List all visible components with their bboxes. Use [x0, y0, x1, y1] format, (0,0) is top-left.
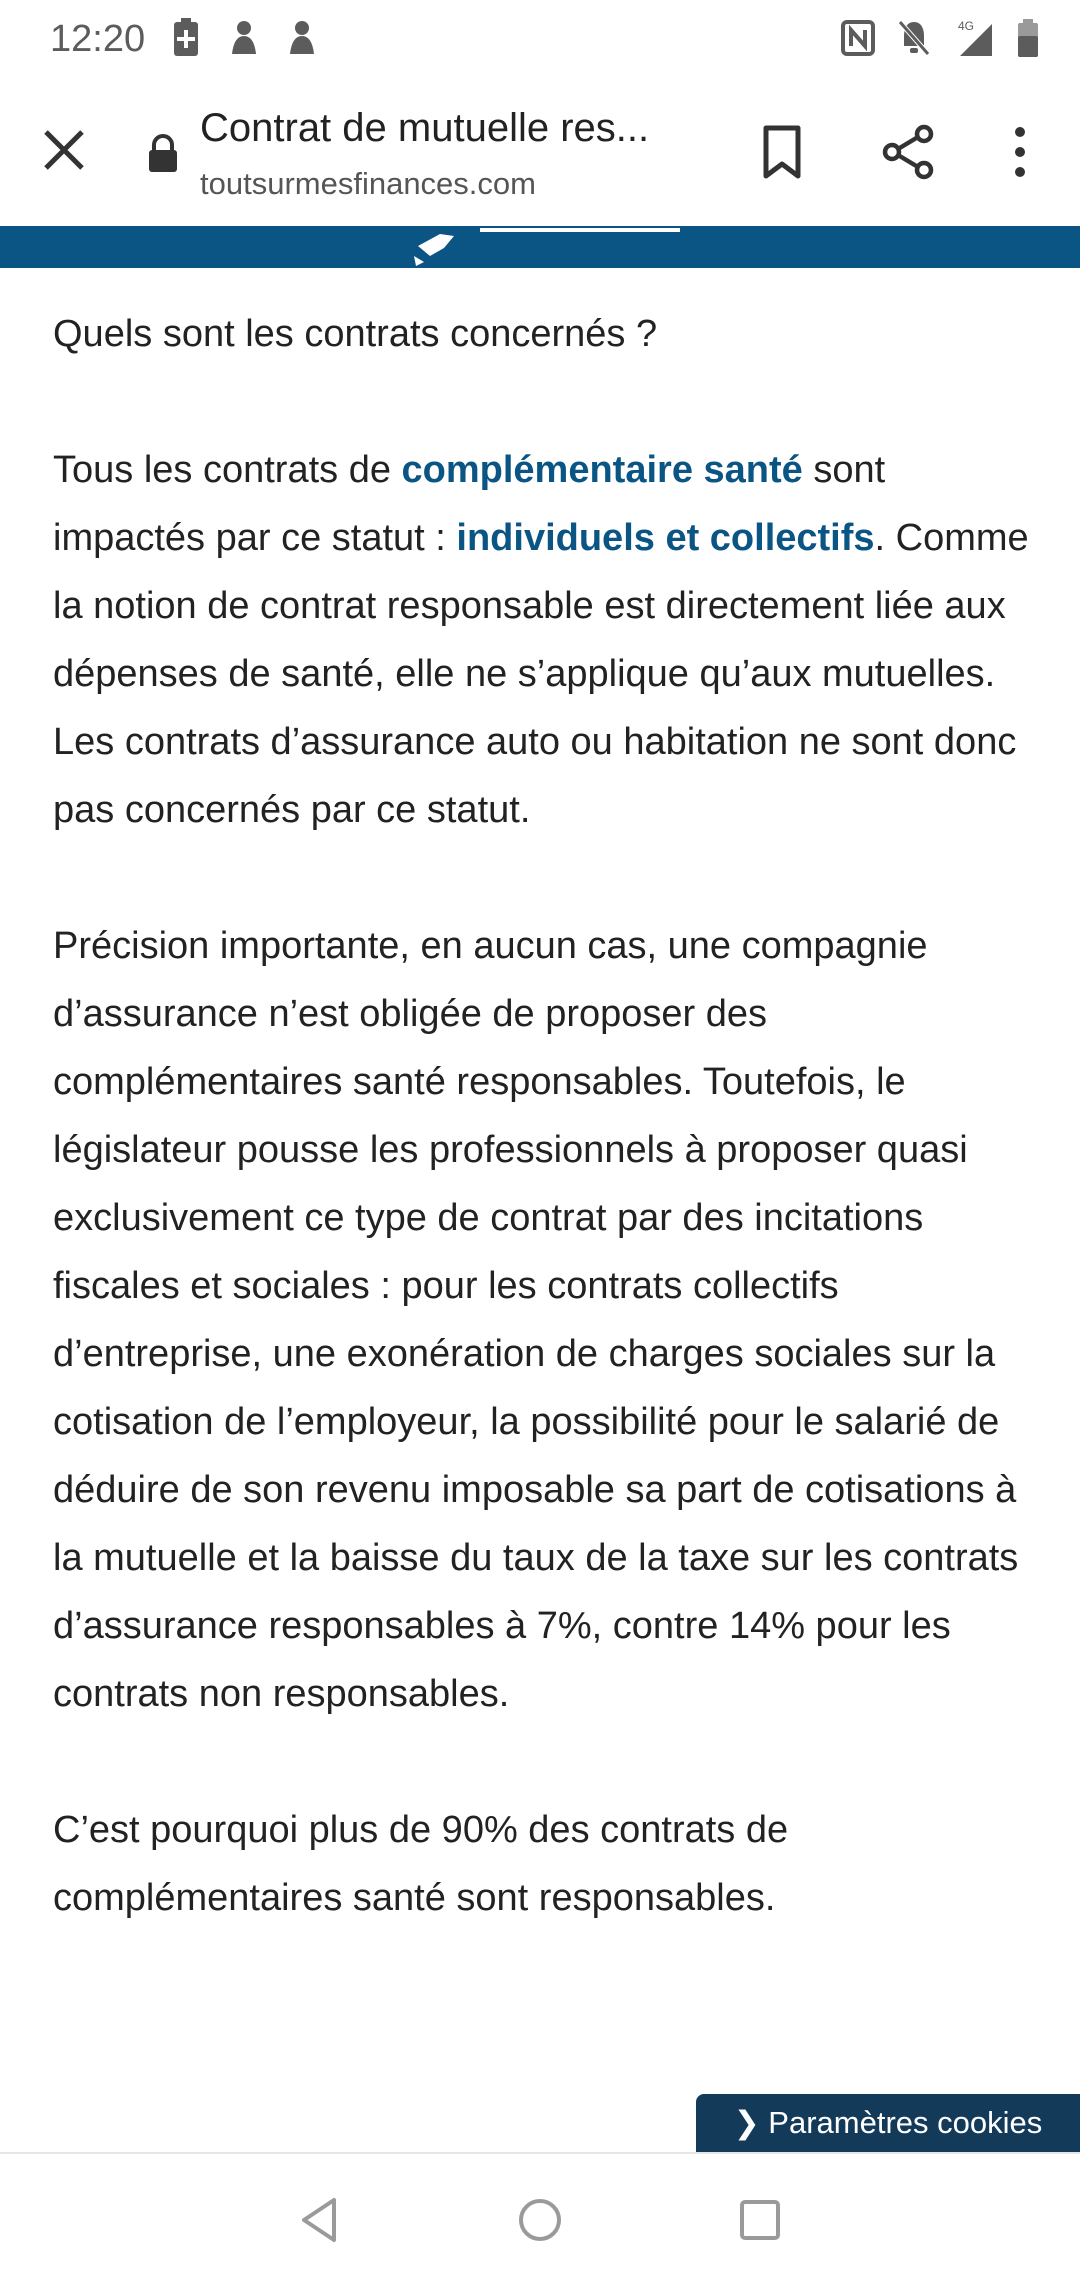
link-individuels-collectifs[interactable]: individuels et collectifs — [456, 517, 875, 559]
article-paragraph-3: C’est pourquoi plus de 90% des contrats de complémentaires santé sont responsables. — [53, 1809, 789, 1919]
section-heading: Quels sont les contrats concernés ? — [53, 313, 658, 355]
nfc-icon — [840, 18, 876, 58]
browser-toolbar — [0, 78, 1080, 226]
app-notification-icon — [226, 18, 262, 58]
article-content — [53, 300, 1033, 2000]
system-navigation-bar — [0, 2152, 1080, 2282]
battery-saver-icon — [168, 18, 204, 58]
recent-apps-icon[interactable] — [732, 2192, 788, 2248]
app-notification-icon — [284, 18, 320, 58]
status-left-icons — [168, 18, 320, 58]
status-bar — [0, 0, 1080, 78]
lock-icon[interactable] — [146, 134, 180, 174]
status-right-icons — [840, 18, 1040, 58]
home-icon[interactable] — [512, 2192, 568, 2248]
close-icon[interactable] — [36, 122, 92, 178]
share-icon[interactable] — [878, 122, 938, 182]
paragraph-text: sont impactés par ce statut : — [53, 449, 886, 559]
signal-4g-icon — [952, 18, 996, 58]
status-time: 12:20 — [50, 18, 146, 60]
svg-text:4G: 4G — [958, 19, 975, 33]
site-logo-fragment-icon — [410, 226, 690, 266]
article-paragraph-2: Précision importante, en aucun cas, une compagnie d’assurance n’est obligée de proposer des complémentaires santé responsables. Toutefois, le législateur pousse les professionnels à proposer quasi exclusivement ce type de contrat par des incitations fiscales et sociales : pour les contrats collectifs d’entreprise, une exonération de charges sociales sur la cotisation de l’employeur, la possibilité pour le salarié de déduire de son revenu imposable sa part de cotisations à la mutuelle et la baisse du taux de la taxe sur les contrats d’assurance responsables à 7%, contre 14% pour les contrats non responsables. — [53, 925, 1019, 1715]
paragraph-text: Tous les contrats de — [53, 449, 402, 491]
article-paragraph-1 — [53, 436, 1033, 844]
paragraph-text: . Comme la notion de contrat responsable est directement liée aux dépenses de santé, elle ne s’applique qu’aux mutuelles. Les contrats d’assurance auto ou habitation ne sont donc pas concernés par ce statut. — [53, 517, 1029, 831]
page-title[interactable]: Contrat de mutuelle res... — [200, 106, 650, 150]
more-options-icon[interactable] — [1000, 122, 1040, 182]
page-url[interactable]: toutsurmesfinances.com — [200, 166, 536, 201]
link-complementaire-sante[interactable]: complémentaire santé — [401, 449, 803, 491]
battery-icon — [1016, 18, 1040, 58]
notifications-muted-icon — [896, 18, 932, 58]
bookmark-icon[interactable] — [754, 122, 810, 182]
site-header-band — [0, 226, 1080, 268]
back-icon[interactable] — [292, 2192, 348, 2248]
cookie-settings-button[interactable]: ❯ Paramètres cookies — [696, 2094, 1080, 2152]
